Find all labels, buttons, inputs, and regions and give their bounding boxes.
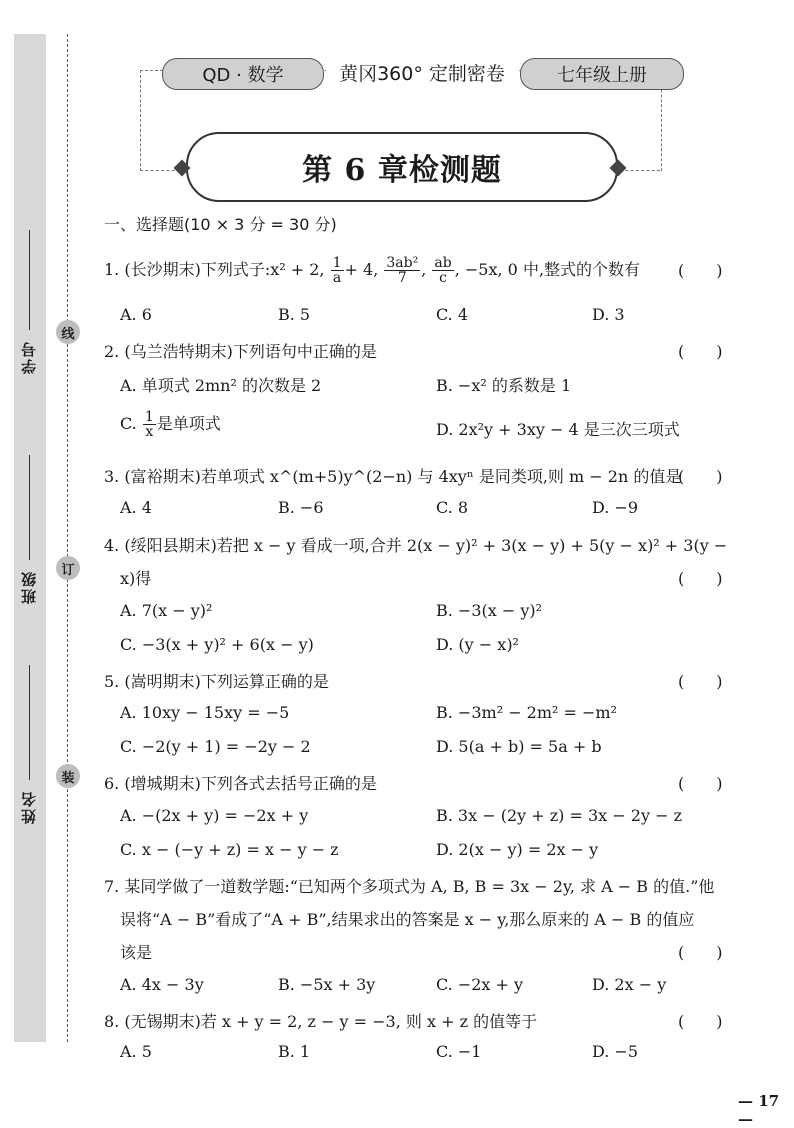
q5-option-a[interactable]: A. 10xy − 15xy = −5 [120, 703, 290, 722]
q8-answer-paren[interactable]: ( ) [678, 1012, 723, 1031]
q4-answer-paren[interactable]: ( ) [678, 569, 723, 588]
q2-option-c-num: 1 [144, 409, 154, 425]
q3-option-a[interactable]: A. 4 [120, 498, 152, 517]
q8-option-a[interactable]: A. 5 [120, 1042, 152, 1061]
question-7-stem-cont: 误将“A − B”看成了“A + B”,结果求出的答案是 x − y,那么原来的 A − B 的值应 [120, 910, 695, 929]
q4-option-b[interactable]: B. −3(x − y)² [436, 601, 543, 620]
q7-option-c[interactable]: C. −2x + y [436, 975, 524, 994]
q3-answer-paren[interactable]: ( ) [678, 467, 723, 486]
question-4-stem: 4. (绥阳县期末)若把 x − y 看成一项,合并 2(x − y)² + 3(x − y) + 5(y − x)² + 3(y − [104, 536, 728, 555]
q8-option-b[interactable]: B. 1 [278, 1042, 311, 1061]
binding-dashed-line [67, 34, 68, 1042]
student-id-label: 学号 [20, 340, 38, 374]
page-title: 第 6 章检测题 [186, 132, 618, 202]
subject-pill: QD · 数学 [162, 58, 324, 90]
q7-option-d[interactable]: D. 2x − y [592, 975, 667, 994]
q1-expr3: , −5x, 0 [454, 260, 518, 279]
q1-frac-1-num: 1 [332, 255, 342, 271]
header-frame-right [620, 170, 660, 171]
q2-option-c-text: 是单项式 [156, 414, 221, 433]
q2-option-b[interactable]: B. −x² 的系数是 1 [436, 376, 572, 395]
question-7-stem: 7. 某同学做了一道数学题:“已知两个多项式为 A, B, B = 3x − 2y, 求 A − B 的值.”他 [104, 877, 715, 896]
q1-frac-3-den: c [439, 270, 447, 286]
q4-option-c[interactable]: C. −3(x + y)² + 6(x − y) [120, 635, 314, 654]
q6-option-d[interactable]: D. 2(x − y) = 2x − y [436, 840, 599, 859]
class-line [29, 455, 30, 560]
question-1-stem: 1. (长沙期末)下列式子:x² + 2, $\frac{1}{a}$ + 4, $\frac{\text{3ab²}}{7}$ , $\frac{ab}{c}$ , −5x, 0 中,整式的个数有 [104, 255, 641, 286]
q6-option-a[interactable]: A. −(2x + y) = −2x + y [120, 806, 309, 825]
question-5-stem: 5. (嵩明期末)下列运算正确的是 [104, 672, 329, 691]
q1-prefix: 1. (长沙期末)下列式子: [104, 260, 271, 279]
q4-option-d[interactable]: D. (y − x)² [436, 635, 519, 654]
q1-answer-paren[interactable]: ( ) [678, 261, 723, 280]
q1-frac-3-num: ab [434, 255, 452, 271]
q5-answer-paren[interactable]: ( ) [678, 672, 723, 691]
q6-answer-paren[interactable]: ( ) [678, 774, 723, 793]
q1-frac-2 [384, 256, 420, 285]
q3-option-c[interactable]: C. 8 [436, 498, 469, 517]
section-heading: 一、选择题(10 × 3 分 = 30 分) [104, 215, 337, 234]
q1-frac-2-den: 7 [397, 270, 407, 286]
q1-option-c[interactable]: C. 4 [436, 305, 469, 324]
q2-option-c[interactable] [120, 410, 221, 439]
question-2-stem: 2. (乌兰浩特期末)下列语句中正确的是 [104, 342, 377, 361]
bind-mark-ding: 订 [56, 556, 80, 580]
q3-option-b[interactable]: B. −6 [278, 498, 324, 517]
q6-option-b[interactable]: B. 3x − (2y + z) = 3x − 2y − z [436, 806, 683, 825]
student-id-line [29, 230, 30, 330]
q1-expr2: + 4, [344, 260, 379, 279]
question-4-stem-cont: x)得 [120, 569, 152, 588]
bind-mark-zhuang: 装 [56, 764, 80, 788]
header-frame-left [140, 170, 180, 171]
question-6-stem: 6. (增城期末)下列各式去括号正确的是 [104, 774, 377, 793]
q1-expr1: x² + 2, [270, 260, 325, 279]
q1-suffix: 中,整式的个数有 [522, 260, 641, 279]
bind-mark-xian: 线 [56, 320, 80, 344]
class-label: 班级 [20, 570, 38, 604]
q5-option-c[interactable]: C. −2(y + 1) = −2y − 2 [120, 737, 311, 756]
name-label: 姓名 [20, 790, 38, 824]
name-line [29, 665, 30, 780]
binding-margin [14, 34, 46, 1042]
q1-option-a[interactable]: A. 6 [120, 305, 152, 324]
q1-frac-1-den: a [332, 270, 342, 286]
page-number: — 17 — [738, 1092, 780, 1128]
q2-option-a[interactable]: A. 单项式 2mn² 的次数是 2 [120, 376, 322, 395]
q8-option-c[interactable]: C. −1 [436, 1042, 482, 1061]
q4-option-a[interactable]: A. 7(x − y)² [120, 601, 213, 620]
q7-option-b[interactable]: B. −5x + 3y [278, 975, 376, 994]
q1-frac-2-num: 3ab² [386, 255, 419, 271]
q1-frac-1 [331, 256, 344, 285]
grade-pill: 七年级上册 [520, 58, 684, 90]
q2-answer-paren[interactable]: ( ) [678, 342, 723, 361]
series-name: 黄冈360° 定制密卷 [326, 60, 518, 88]
question-8-stem: 8. (无锡期末)若 x + y = 2, z − y = −3, 则 x + z 的值等于 [104, 1012, 538, 1031]
q3-option-d[interactable]: D. −9 [592, 498, 639, 517]
q6-option-c[interactable]: C. x − (−y + z) = x − y − z [120, 840, 339, 859]
q2-option-c-den: x [145, 424, 154, 440]
q5-option-b[interactable]: B. −3m² − 2m² = −m² [436, 703, 618, 722]
q2-option-c-frac [143, 410, 156, 439]
q1-option-d[interactable]: D. 3 [592, 305, 625, 324]
q7-answer-paren[interactable]: ( ) [678, 943, 723, 962]
question-3-stem: 3. (富裕期末)若单项式 x^(m+5)y^(2−n) 与 4xyⁿ 是同类项,则 m − 2n 的值是 [104, 467, 682, 486]
q1-frac-3 [432, 256, 453, 285]
q2-option-d[interactable]: D. 2x²y + 3xy − 4 是三次三项式 [436, 420, 680, 439]
q1-option-b[interactable]: B. 5 [278, 305, 311, 324]
q7-option-a[interactable]: A. 4x − 3y [120, 975, 204, 994]
q8-option-d[interactable]: D. −5 [592, 1042, 639, 1061]
q5-option-d[interactable]: D. 5(a + b) = 5a + b [436, 737, 602, 756]
q2-option-c-prefix: C. [120, 414, 137, 433]
question-7-stem-cont-2: 该是 [120, 943, 153, 962]
